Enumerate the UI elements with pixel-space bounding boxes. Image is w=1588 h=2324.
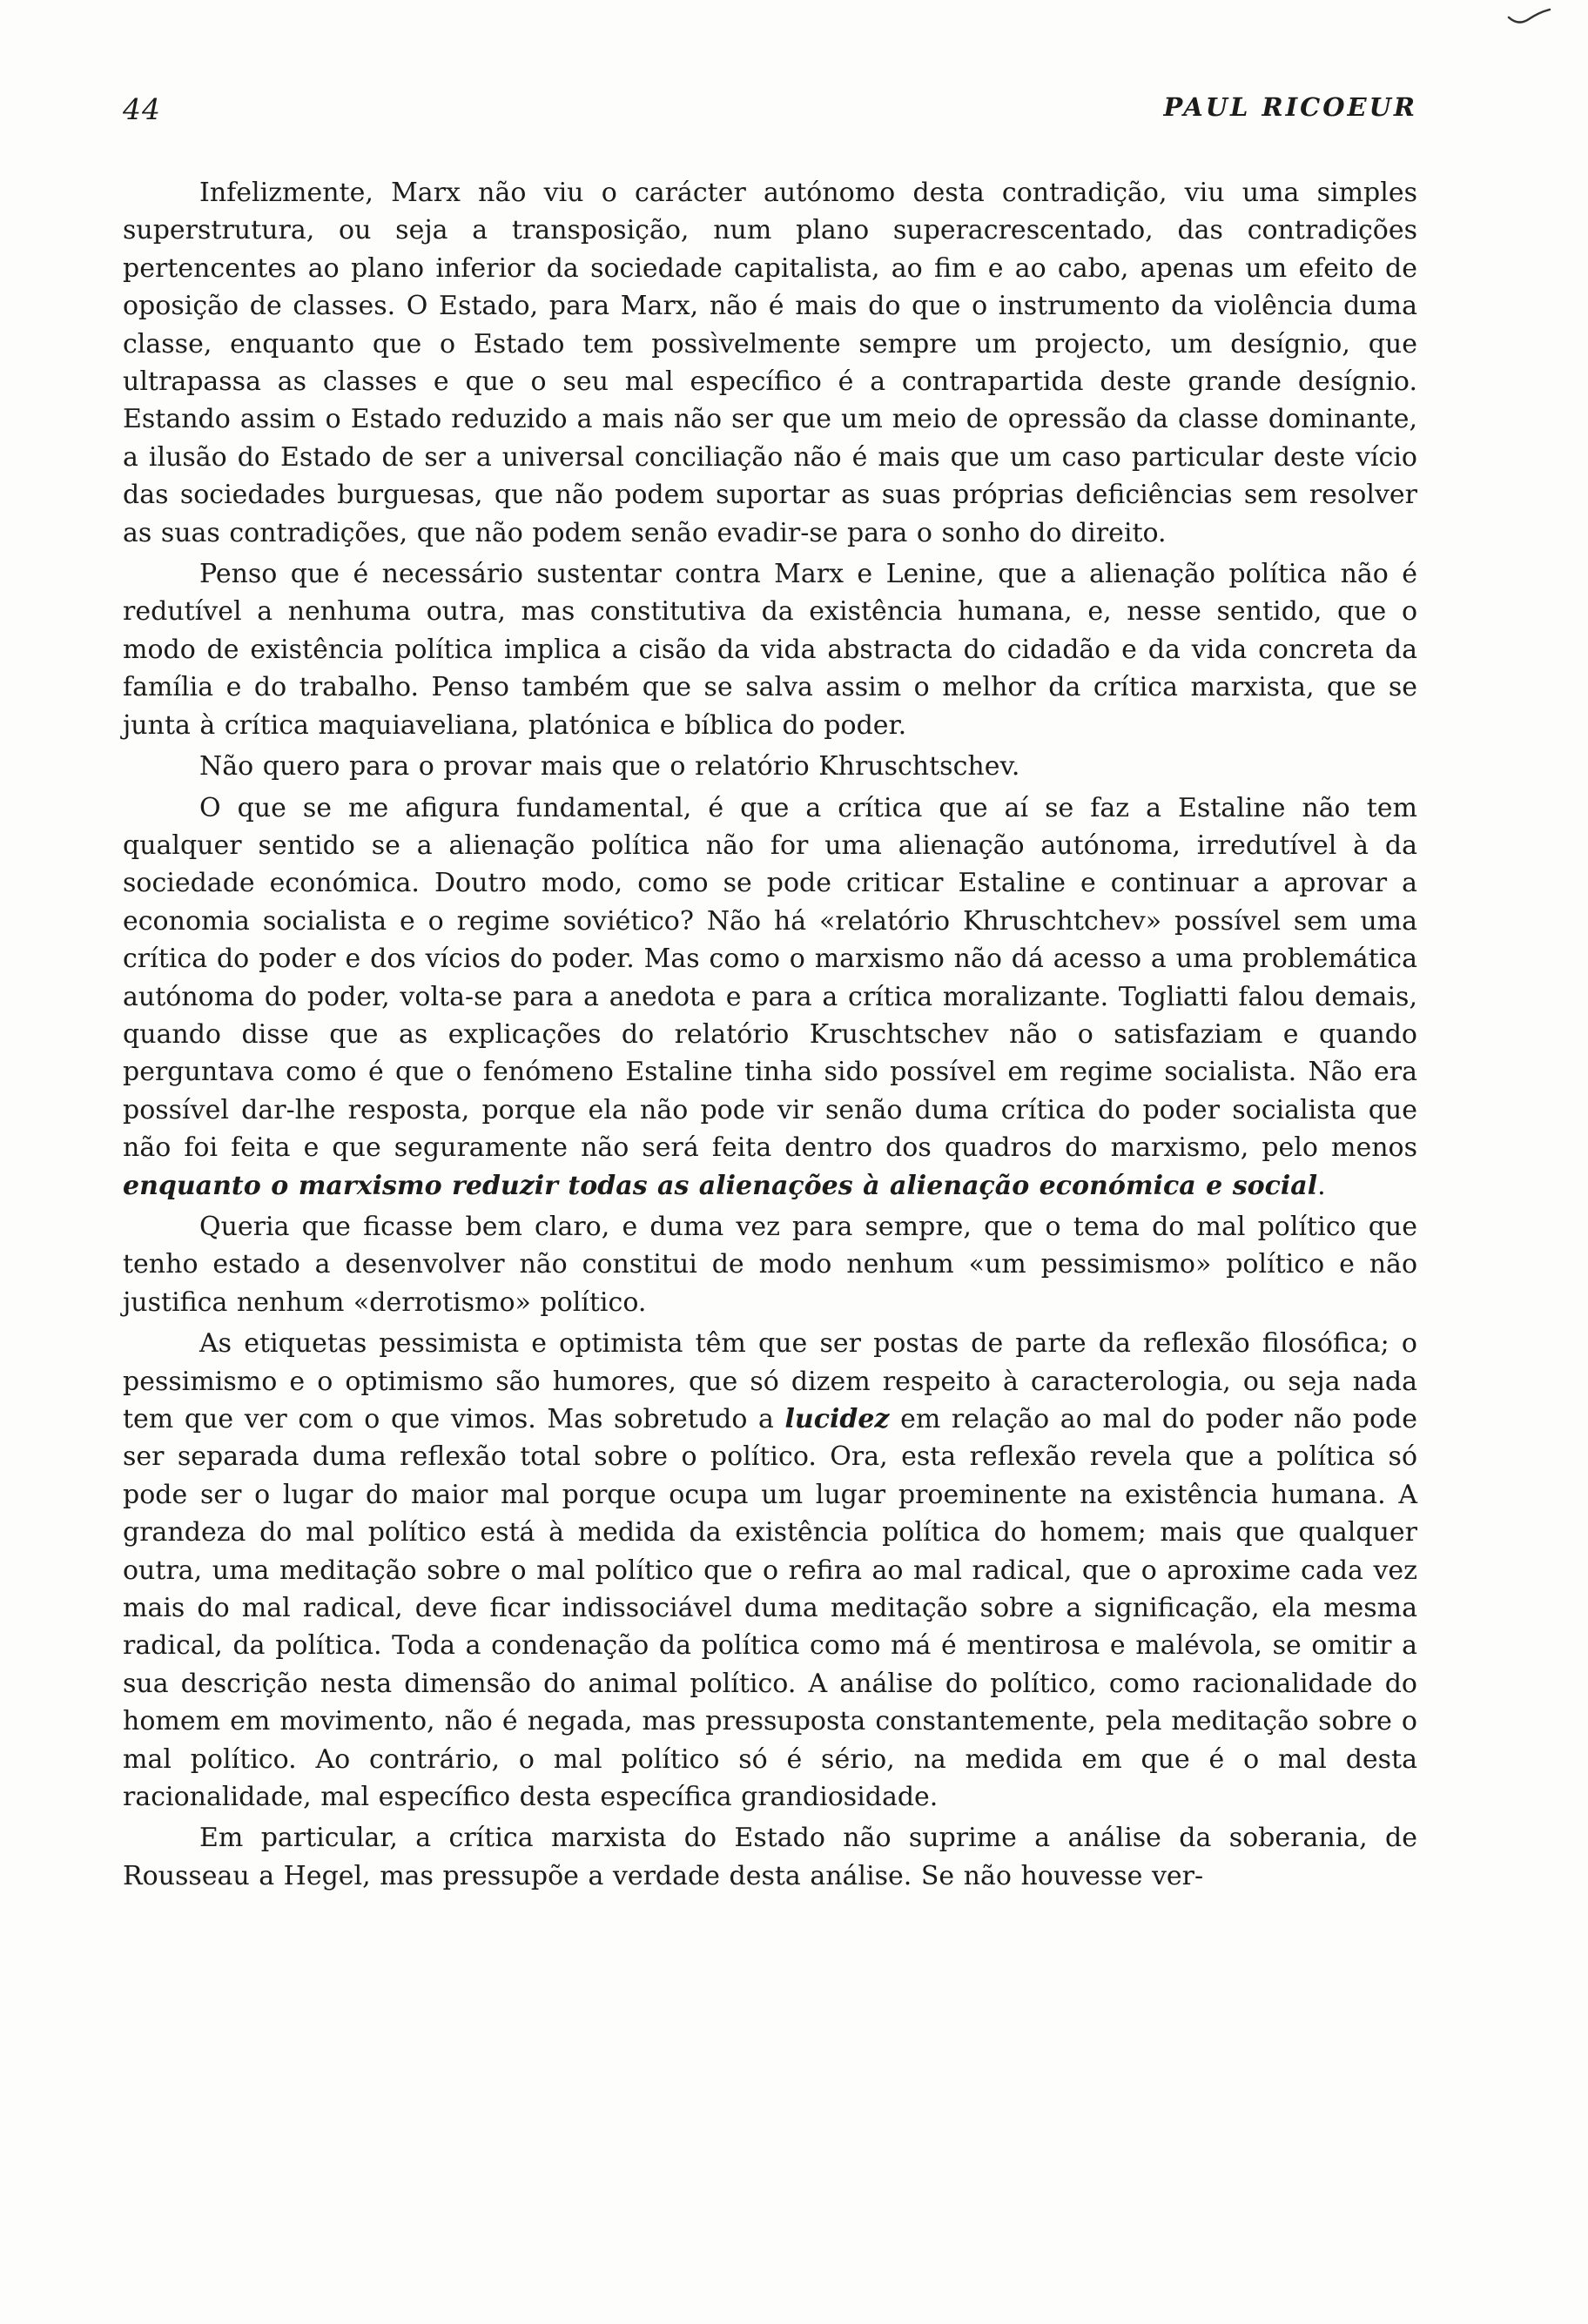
body-text [123,174,1417,1898]
paragraph-text: Em particular, a crítica marxista do Estado não suprime a análise da soberania, de Rousseau a Hegel, mas pressupõe a verdade desta análise. Se não houvesse ver- [123,1823,1417,1891]
paragraph-text: em relação ao mal do poder não pode ser separada duma reflexão total sobre o político. Ora, esta reflexão revela que a política só pode ser o lugar do maior mal porque ocupa um lugar proeminente na existência humana. A grandeza do mal político está à medida da existência política do homem; mais que qualquer outra, uma meditação sobre o mal político que o refira ao mal radical, que o aproxime cada vez mais do mal radical, deve ficar indissociável duma meditação sobre a significação, ela mesma radical, da política. Toda a condenação da política como má é mentirosa e malévola, se omitir a sua descrição nesta dimensão do animal político. A análise do político, como racionalidade do homem em movimento, não é negada, mas pressuposta constantemente, pela meditação sobre o mal político. Ao contrário, o mal político só é sério, na medida em que é o mal desta racionalidade, mal específico desta específica grandiosidade. [123,1404,1418,1813]
paragraph [123,174,1417,552]
paragraph [123,555,1417,744]
paragraph-text: Infelizmente, Marx não viu o carácter autónomo desta contradição, viu uma simples superstrutura, ou seja a transposição, num plano superacrescentado, das contradições pertencentes ao plano inferior da sociedade capitalista, ao fim e ao cabo, apenas um efeito de oposição de classes. O Estado, para Marx, não é mais do que o instrumento da violência duma classe, enquanto que o Estado tem possìvelmente sempre um projecto, um desígnio, que ultrapassa as classes e que o seu mal específico é a contrapartida deste grande desígnio. Estando assim o Estado reduzido a mais não ser que um meio de opressão da classe dominante, a ilusão do Estado de ser a universal conciliação não é mais que um caso particular deste vício das sociedades burguesas, que não podem suportar as suas próprias deficiências sem resolver as suas contradições, que não podem senão evadir-se para o sonho do direito. [123,178,1417,548]
paragraph-text: O que se me afigura fundamental, é que a crítica que aí se faz a Estaline não tem qualquer sentido se a alienação política não for uma alienação autónoma, irredutível à da sociedade económica. Doutro modo, como se pode criticar Estaline e continuar a aprovar a economia socialista e o regime soviético? Não há «relatório Khruschtchev» possível sem uma crítica do poder e dos vícios do poder. Mas como o marxismo não dá acesso a uma problemática autónoma do poder, volta-se para a anedota e para a crítica moralizante. Togliatti falou demais, quando disse que as explicações do relatório Kruschtschev não o satisfaziam e quando perguntava como é que o fenómeno Estaline tinha sido possível em regime socialista. Não era possível dar-lhe resposta, porque ela não pode vir senão duma crítica do poder socialista que não foi feita e que seguramente não será feita dentro dos quadros do marxismo, pelo menos [123,792,1417,1164]
paragraph [123,1325,1417,1816]
pencil-mark-icon [1506,7,1553,28]
running-head-author: PAUL RICOEUR [1163,92,1417,122]
paragraph [123,789,1417,1205]
paragraph-text: . [1317,1170,1326,1201]
page-number: 44 [123,92,161,126]
paragraph-text: Queria que ficasse bem claro, e duma vez para sempre, que o tema do mal político que tenho estado a desenvolver não constitui de modo nenhum «um pessimismo» político e não justifica nenhum «derrotismo» político. [123,1211,1417,1318]
paragraph-text: Penso que é necessário sustentar contra Marx e Lenine, que a alienação política não é redutível a nenhuma outra, mas constitutiva da existência humana, e, nesse sentido, que o modo de existência política implica a cisão da vida abstracta do cidadão e da vida concreta da família e do trabalho. Penso também que se salva assim o melhor da crítica marxista, que se junta à crítica maquiaveliana, platónica e bíblica do poder. [123,559,1417,741]
page-header [123,92,1417,134]
italic-text: lucidez [784,1404,890,1434]
paragraph [123,748,1417,785]
paragraph-text: As etiquetas pessimista e optimista têm que ser postas de parte da reflexão filosófica; o pessimismo e o optimismo são humores, que só dizem respeito à caracterologia, ou seja nada tem que ver com o que vimos. Mas sobretudo a [123,1328,1417,1434]
italic-text: enquanto o marxismo reduzir todas as alienações à alienação económica e social [123,1170,1318,1201]
paragraph-text: Não quero para o provar mais que o relatório Khruschtschev. [199,751,1020,783]
paragraph [123,1208,1417,1321]
paragraph [123,1819,1417,1895]
